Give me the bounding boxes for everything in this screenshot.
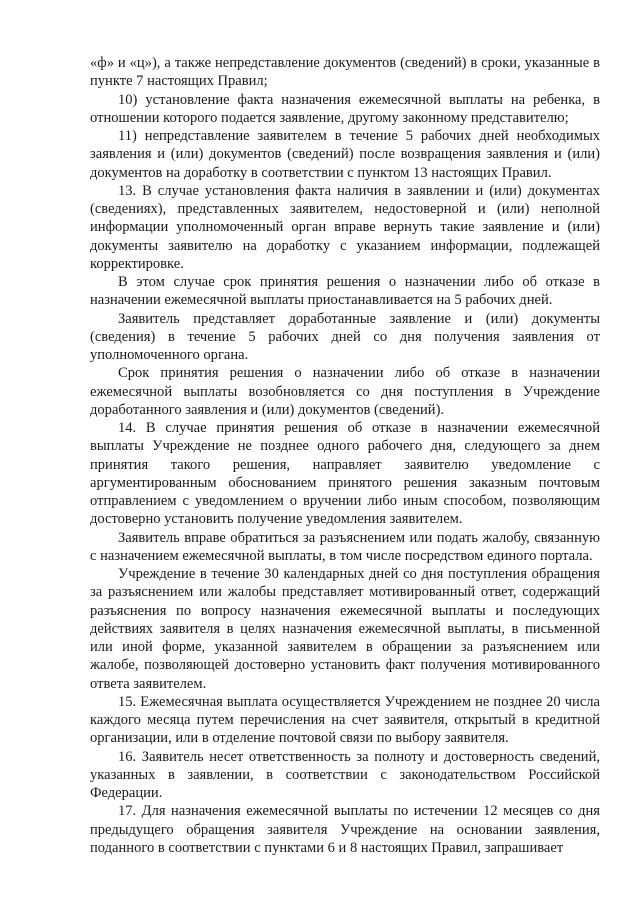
paragraph-clause-13: 13. В случае установления факта наличия в заявлении и (или) документах (сведениях), представленных заявителем, недостоверной и (или) неполной информации уполномоченный орган вправе вернуть такие заявление и (или) документы заявителю на доработку с указанием информации, подлежащей корректировке. (90, 182, 600, 272)
paragraph-clause-17: 17. Для назначения ежемесячной выплаты по истечении 12 месяцев со дня предыдущего обращения заявителя Учреждение на основании заявления, поданного в соответствии с пунктами 6 и 8 настоящих Правил, запрашивает (90, 803, 600, 856)
paragraph-clause-15: 15. Ежемесячная выплата осуществляется Учреждением не позднее 20 числа каждого месяца путем перечисления на счет заявителя, открытый в кредитной организации, или в отделение почтовой связи по выбору заявителя. (90, 693, 600, 747)
paragraph-clause-16: 16. Заявитель несет ответственность за полноту и достоверность сведений, указанных в заявлении, в соответствии с законодательством Российской Федерации. (90, 748, 600, 801)
paragraph-clause-14: 14. В случае принятия решения об отказе в назначении ежемесячной выплаты Учреждение не позднее одного рабочего дня, следующего за днем принятия такого решения, направляет заявителю уведомление с аргументированным обоснованием принятого решения заказным почтовым отправлением с уведомлением о вручении либо иным способом, позволяющим достоверно установить получение уведомления заявителем. (90, 420, 600, 528)
paragraph-clause-14-response: Учреждение в течение 30 календарных дней со дня поступления обращения за разъяснением или жалобы представляет мотивированный ответ, содержащий разъяснения по вопросу назначения ежемесячной выплаты и последующих действиях заявителя в целях назначения ежемесячной выплаты, в письменной или иной форме, указанной заявителем в обращении за разъяснением или жалобе, позволяющей достоверно установить факт получения мотивированного ответа заявителем. (90, 566, 600, 692)
paragraph-item-11: 11) непредставление заявителем в течение 5 рабочих дней необходимых заявления и (или) документов (сведений) после возвращения заявления и (или) документов на доработку в соответствии с пунктом 13 настоящих Правил. (90, 128, 600, 181)
paragraph-continuation: «ф» и «ц»), а также непредставление документов (сведений) в сроки, указанные в пункте 7 настоящих Правил; (90, 55, 600, 90)
paragraph-clause-13-resubmit: Заявитель представляет доработанные заявление и (или) документы (сведения) в течение 5 рабочих дней со дня получения заявления от уполномоченного органа. (90, 310, 600, 363)
paragraph-clause-14-appeal: Заявитель вправе обратиться за разъяснением или подать жалобу, связанную с назначением ежемесячной выплаты, в том числе посредством единого портала. (90, 529, 600, 564)
paragraph-item-10: 10) установление факта назначения ежемесячной выплаты на ребенка, в отношении которого подается заявление, другому законному представителю; (90, 91, 600, 126)
paragraph-clause-13-term: В этом случае срок принятия решения о назначении либо об отказе в назначении ежемесячной выплаты приостанавливается на 5 рабочих дней. (90, 274, 600, 309)
document-body (90, 54, 600, 857)
paragraph-clause-13-resume: Срок принятия решения о назначении либо об отказе в назначении ежемесячной выплаты возобновляется со дня поступления в Учреждение доработанного заявления и (или) документов (сведений). (90, 365, 600, 418)
